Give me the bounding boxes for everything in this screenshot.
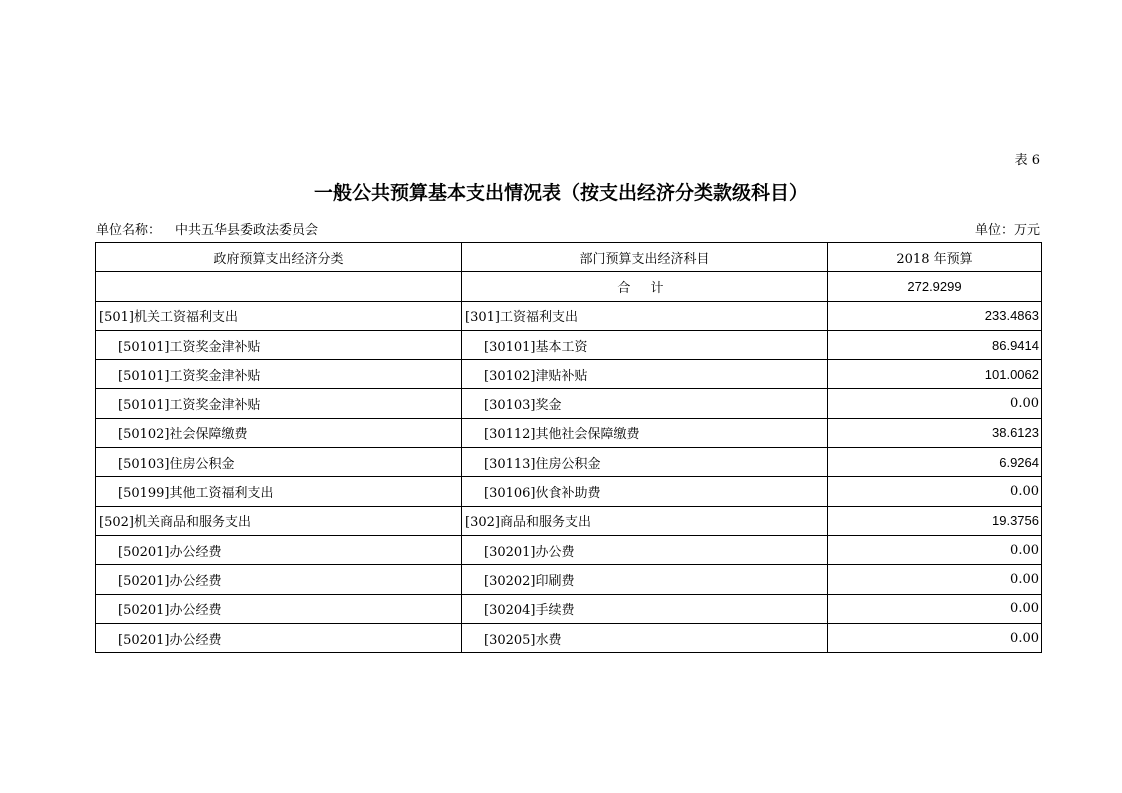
- dept-subject-cell: [302]商品和服务支出: [462, 506, 828, 535]
- budget-table: [95, 242, 1042, 653]
- gov-classification-cell: [50201]办公经费: [96, 535, 462, 564]
- gov-classification-cell: [50201]办公经费: [96, 594, 462, 623]
- amount-cell: 101.0062: [828, 360, 1042, 389]
- table-row: [96, 623, 1042, 652]
- amount-cell: 0.00: [828, 623, 1042, 652]
- dept-subject-cell: [30205]水费: [462, 623, 828, 652]
- table-row: [96, 594, 1042, 623]
- table-row: [96, 477, 1042, 506]
- dept-subject-cell: [30102]津贴补贴: [462, 360, 828, 389]
- amount-cell: 19.3756: [828, 506, 1042, 535]
- gov-classification-cell: [50102]社会保障缴费: [96, 418, 462, 447]
- dept-subject-cell: [30112]其他社会保障缴费: [462, 418, 828, 447]
- table-row: [96, 301, 1042, 330]
- table-row: [96, 360, 1042, 389]
- table-row: [96, 565, 1042, 594]
- header-budget-2018: 2018 年预算: [828, 243, 1042, 272]
- table-row: [96, 506, 1042, 535]
- amount-cell: 6.9264: [828, 448, 1042, 477]
- table-number: 表 6: [1014, 153, 1040, 168]
- table-row: [96, 418, 1042, 447]
- gov-classification-cell: [50199]其他工资福利支出: [96, 477, 462, 506]
- table-row: [96, 448, 1042, 477]
- dept-subject-cell: [30113]住房公积金: [462, 448, 828, 477]
- amount-cell: 0.00: [828, 565, 1042, 594]
- header-dept-subject: 部门预算支出经济科目: [462, 243, 828, 272]
- gov-classification-cell: [50201]办公经费: [96, 623, 462, 652]
- unit-name-line: [96, 219, 318, 238]
- dept-subject-cell: [30101]基本工资: [462, 330, 828, 359]
- dept-subject-cell: [30201]办公费: [462, 535, 828, 564]
- dept-subject-cell: [30106]伙食补助费: [462, 477, 828, 506]
- gov-classification-cell: [50101]工资奖金津补贴: [96, 330, 462, 359]
- amount-cell: 0.00: [828, 535, 1042, 564]
- gov-classification-cell: [50103]住房公积金: [96, 448, 462, 477]
- dept-subject-cell: [30202]印刷费: [462, 565, 828, 594]
- amount-cell: 0.00: [828, 594, 1042, 623]
- dept-subject-cell: [30103]奖金: [462, 389, 828, 418]
- total-row: [96, 272, 1042, 301]
- amount-cell: 233.4863: [828, 301, 1042, 330]
- total-label: 合 计: [462, 272, 828, 301]
- gov-classification-cell: [501]机关工资福利支出: [96, 301, 462, 330]
- total-empty-cell: [96, 272, 462, 301]
- unit-name-label: 单位名称：: [96, 223, 162, 238]
- table-row: [96, 389, 1042, 418]
- amount-cell: 0.00: [828, 477, 1042, 506]
- amount-cell: 86.9414: [828, 330, 1042, 359]
- currency-unit: 单位：万元: [974, 223, 1040, 238]
- page-title: 一般公共预算基本支出情况表（按支出经济分类款级科目）: [313, 182, 808, 204]
- gov-classification-cell: [502]机关商品和服务支出: [96, 506, 462, 535]
- dept-subject-cell: [30204]手续费: [462, 594, 828, 623]
- unit-name: 中共五华县委政法委员会: [175, 223, 319, 238]
- amount-cell: 38.6123: [828, 418, 1042, 447]
- table-row: [96, 330, 1042, 359]
- dept-subject-cell: [301]工资福利支出: [462, 301, 828, 330]
- header-gov-classification: 政府预算支出经济分类: [96, 243, 462, 272]
- table-row: [96, 535, 1042, 564]
- amount-cell: 0.00: [828, 389, 1042, 418]
- gov-classification-cell: [50101]工资奖金津补贴: [96, 389, 462, 418]
- total-value: 272.9299: [828, 272, 1042, 301]
- gov-classification-cell: [50101]工资奖金津补贴: [96, 360, 462, 389]
- table-body: [96, 272, 1042, 653]
- gov-classification-cell: [50201]办公经费: [96, 565, 462, 594]
- header-row: [96, 243, 1042, 272]
